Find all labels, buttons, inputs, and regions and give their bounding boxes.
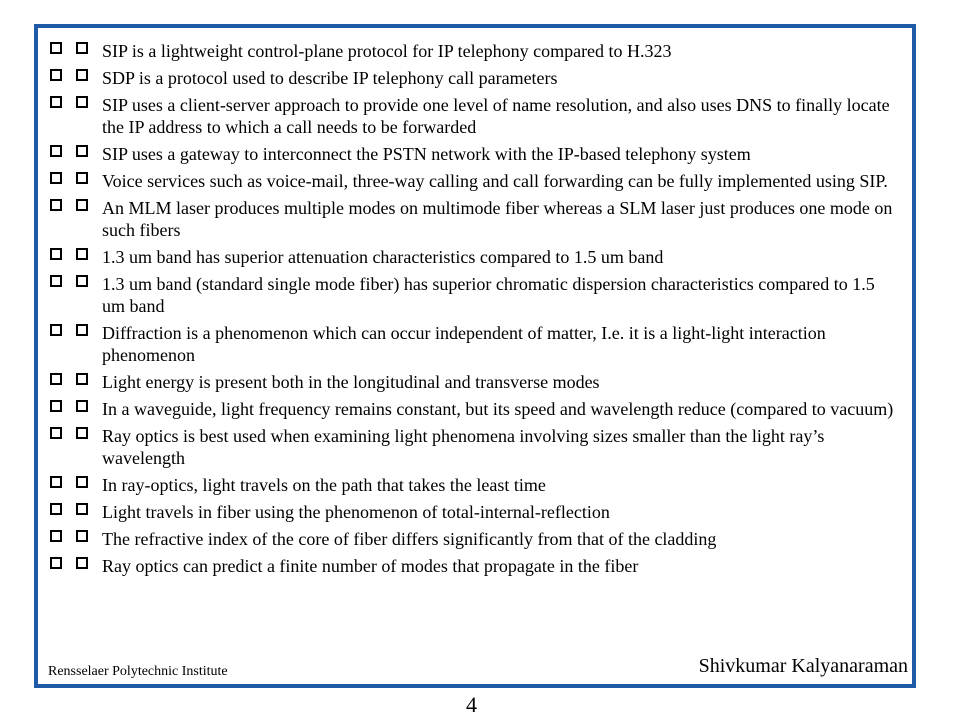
slide-frame xyxy=(34,24,916,688)
true-checkbox[interactable] xyxy=(50,96,62,108)
statement-text: SIP uses a client-server approach to provide one level of name resolution, and also uses DNS to finally locate the IP address to which a call needs to be forwarded xyxy=(102,95,890,137)
false-checkbox[interactable] xyxy=(76,248,88,260)
statement-text: Ray optics can predict a finite number of modes that propagate in the fiber xyxy=(102,556,639,576)
statement-text: The refractive index of the core of fiber differs significantly from that of the cladding xyxy=(102,529,717,549)
false-checkbox[interactable] xyxy=(76,324,88,336)
statement-text: In ray-optics, light travels on the path that takes the least time xyxy=(102,475,546,495)
statement-text: Light travels in fiber using the phenomenon of total-internal-reflection xyxy=(102,502,610,522)
list-item xyxy=(48,143,898,165)
list-item xyxy=(48,246,898,268)
true-checkbox[interactable] xyxy=(50,172,62,184)
author-label: Shivkumar Kalyanaraman xyxy=(698,655,908,677)
true-checkbox[interactable] xyxy=(50,199,62,211)
statement-text: Light energy is present both in the longitudinal and transverse modes xyxy=(102,372,600,392)
false-checkbox[interactable] xyxy=(76,96,88,108)
true-checkbox[interactable] xyxy=(50,557,62,569)
false-checkbox[interactable] xyxy=(76,427,88,439)
statement-text: In a waveguide, light frequency remains constant, but its speed and wavelength reduce (compared to vacuum) xyxy=(102,399,894,419)
false-checkbox[interactable] xyxy=(76,145,88,157)
list-item xyxy=(48,528,898,550)
list-item xyxy=(48,40,898,62)
statement-text: SIP uses a gateway to interconnect the PSTN network with the IP-based telephony system xyxy=(102,144,751,164)
list-item xyxy=(48,501,898,523)
true-checkbox[interactable] xyxy=(50,324,62,336)
false-checkbox[interactable] xyxy=(76,199,88,211)
list-item xyxy=(48,170,898,192)
statement-text: Ray optics is best used when examining light phenomena involving sizes smaller than the light ray’s wavelength xyxy=(102,426,825,468)
page-number: 4 xyxy=(466,692,477,717)
false-checkbox[interactable] xyxy=(76,275,88,287)
statement-text: 1.3 um band (standard single mode fiber) has superior chromatic dispersion characteristics compared to 1.5 um band xyxy=(102,274,875,316)
false-checkbox[interactable] xyxy=(76,557,88,569)
false-checkbox[interactable] xyxy=(76,400,88,412)
false-checkbox[interactable] xyxy=(76,476,88,488)
list-item xyxy=(48,322,898,366)
true-checkbox[interactable] xyxy=(50,42,62,54)
false-checkbox[interactable] xyxy=(76,42,88,54)
false-checkbox[interactable] xyxy=(76,503,88,515)
list-item xyxy=(48,273,898,317)
true-checkbox[interactable] xyxy=(50,248,62,260)
true-checkbox[interactable] xyxy=(50,503,62,515)
false-checkbox[interactable] xyxy=(76,373,88,385)
list-item xyxy=(48,67,898,89)
true-checkbox[interactable] xyxy=(50,145,62,157)
list-item xyxy=(48,371,898,393)
true-checkbox[interactable] xyxy=(50,400,62,412)
list-item xyxy=(48,555,898,577)
statement-text: Voice services such as voice-mail, three-way calling and call forwarding can be fully implemented using SIP. xyxy=(102,171,888,191)
list-item xyxy=(48,197,898,241)
false-checkbox[interactable] xyxy=(76,69,88,81)
false-checkbox[interactable] xyxy=(76,172,88,184)
statement-text: 1.3 um band has superior attenuation characteristics compared to 1.5 um band xyxy=(102,247,664,267)
statement-text: SIP is a lightweight control-plane protocol for IP telephony compared to H.323 xyxy=(102,41,672,61)
true-checkbox[interactable] xyxy=(50,476,62,488)
statement-list xyxy=(48,40,898,582)
statement-text: An MLM laser produces multiple modes on multimode fiber whereas a SLM laser just produces one mode on such fibers xyxy=(102,198,893,240)
institution-label: Rensselaer Polytechnic Institute xyxy=(48,664,228,679)
list-item xyxy=(48,425,898,469)
true-checkbox[interactable] xyxy=(50,275,62,287)
list-item xyxy=(48,94,898,138)
list-item xyxy=(48,474,898,496)
true-checkbox[interactable] xyxy=(50,373,62,385)
true-checkbox[interactable] xyxy=(50,69,62,81)
list-item xyxy=(48,398,898,420)
true-checkbox[interactable] xyxy=(50,530,62,542)
statement-text: SDP is a protocol used to describe IP telephony call parameters xyxy=(102,68,558,88)
false-checkbox[interactable] xyxy=(76,530,88,542)
statement-text: Diffraction is a phenomenon which can occur independent of matter, I.e. it is a light-light interaction phenomenon xyxy=(102,323,826,365)
true-checkbox[interactable] xyxy=(50,427,62,439)
